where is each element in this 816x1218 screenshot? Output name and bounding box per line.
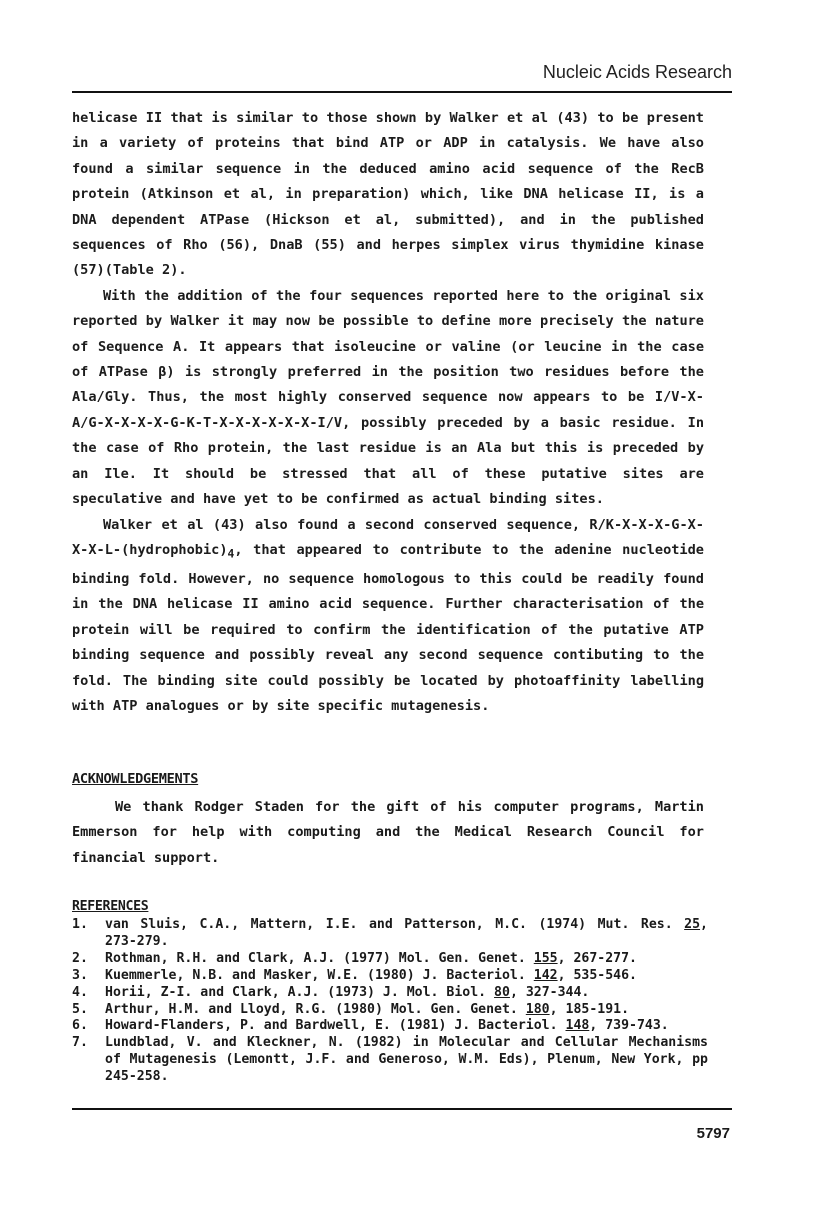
- reference-citation: Kuemmerle, N.B. and Masker, W.E. (1980) J. Bacteriol.: [105, 967, 534, 983]
- reference-pages: , 535-546.: [557, 967, 637, 983]
- acknowledgements-section: [72, 795, 704, 871]
- reference-pages: , 327-344.: [509, 984, 590, 1000]
- paragraph-3-part-2: , that appeared to contribute to the adenine nucleotide binding fold. However, no sequence homologous to this could be readily found in the DNA helicase II amino acid sequence. Further characterisation of the protein will be required to confirm the identification of the putative ATP binding sequence and possibly reveal any second sequence contibuting to the fold. The binding site could possibly be located by photoaffinity labelling with ATP analogues or by site specific mutagenesis.: [72, 541, 704, 715]
- paragraph-1: helicase II that is similar to those shown by Walker et al (43) to be present in a variety of proteins that bind ATP or ADP in catalysis. We have also found a similar sequence in the deduced amino acid sequence of the RecB protein (Atkinson et al, in preparation) which, like DNA helicase II, is a DNA dependent ATPase (Hickson et al, submitted), and in the published sequences of Rho (56), DnaB (55) and herpes simplex virus thymidine kinase (57)(Table 2).: [72, 110, 704, 279]
- reference-pages: , 185-191.: [549, 1001, 630, 1017]
- reference-pages: , 273-279.: [105, 917, 708, 949]
- references-list: [72, 917, 708, 1086]
- reference-item: [72, 1002, 708, 1019]
- reference-citation: Arthur, H.M. and Lloyd, R.G. (1980) Mol. Gen. Genet.: [105, 1001, 526, 1017]
- reference-volume: 148: [565, 1018, 590, 1034]
- reference-number: 7.: [72, 1035, 88, 1051]
- reference-number: 4.: [72, 984, 88, 1000]
- main-body-text: [72, 106, 704, 719]
- acknowledgements-text: We thank Rodger Staden for the gift of his computer programs, Martin Emmerson for help with computing and the Medical Research Council for financial support.: [72, 799, 704, 866]
- reference-text: [105, 985, 708, 1002]
- references-heading: REFERENCES: [72, 899, 149, 914]
- reference-volume: 25: [684, 917, 701, 932]
- reference-item: [72, 985, 708, 1002]
- reference-text: [105, 1002, 708, 1019]
- reference-number: 5.: [72, 1001, 88, 1017]
- reference-volume: 80: [494, 984, 510, 1000]
- footer-rule: [72, 1108, 732, 1110]
- reference-volume: 180: [525, 1001, 550, 1017]
- reference-pages: , 267-277.: [557, 950, 637, 966]
- reference-text: [105, 968, 708, 985]
- reference-pages: , 739-743.: [589, 1018, 669, 1034]
- reference-number: 2.: [72, 950, 88, 966]
- paragraph-2: With the addition of the four sequences reported here to the original six reported by Walker it may now be possible to define more precisely the nature of Sequence A. It appears that isoleucine or valine (or leucine in the case of ATPase β) is strongly preferred in the position two residues before the Ala/Gly. Thus, the most highly conserved sequence now appears to be I/V-X-A/G-X-X-X-X-G-K-T-X-X-X-X-X-X-I/V, possibly preceded by a basic residue. In the case of Rho protein, the last residue is an Ala but this is preceded by an Ile. It should be stressed that all of these putative sites are speculative and have yet to be confirmed as actual binding sites.: [72, 287, 704, 508]
- paragraph-3: [72, 513, 704, 720]
- reference-citation: Howard-Flanders, P. and Bardwell, E. (1981) J. Bacteriol.: [105, 1018, 566, 1034]
- reference-number: 6.: [72, 1018, 88, 1034]
- reference-number: 1.: [72, 917, 88, 932]
- reference-item: [72, 917, 708, 951]
- reference-number: 3.: [72, 967, 88, 983]
- journal-title: Nucleic Acids Research: [542, 62, 732, 82]
- reference-text: [105, 1018, 708, 1035]
- paragraph-3-part-1: Walker et al (43) also found a second conserved sequence, R/K-X-X-X-G-X-X-X-L-(hydrophobic): [72, 516, 704, 558]
- reference-volume: 142: [533, 967, 558, 983]
- reference-text: [105, 1035, 708, 1086]
- reference-item: [72, 951, 708, 968]
- page-number: 5797: [696, 1125, 730, 1142]
- hydrophobic-subscript: 4: [227, 546, 235, 561]
- reference-item: [72, 1018, 708, 1035]
- reference-text: [105, 951, 708, 968]
- reference-text: [105, 917, 708, 951]
- acknowledgements-heading: ACKNOWLEDGEMENTS: [72, 771, 199, 787]
- reference-item: [72, 1035, 708, 1086]
- reference-volume: 155: [533, 950, 558, 966]
- reference-citation: Horii, Z-I. and Clark, A.J. (1973) J. Mol. Biol.: [105, 984, 495, 1000]
- reference-citation: van Sluis, C.A., Mattern, I.E. and Patterson, M.C. (1974) Mut. Res.: [105, 917, 685, 932]
- reference-citation: Rothman, R.H. and Clark, A.J. (1977) Mol. Gen. Genet.: [105, 950, 534, 966]
- reference-citation: Lundblad, V. and Kleckner, N. (1982) in Molecular and Cellular Mechanisms of Mutagenesis (Lemontt, J.F. and Generoso, W.M. Eds), Plenum, New York, pp 245-258.: [105, 1035, 708, 1085]
- reference-item: [72, 968, 708, 985]
- header-rule: [72, 91, 732, 93]
